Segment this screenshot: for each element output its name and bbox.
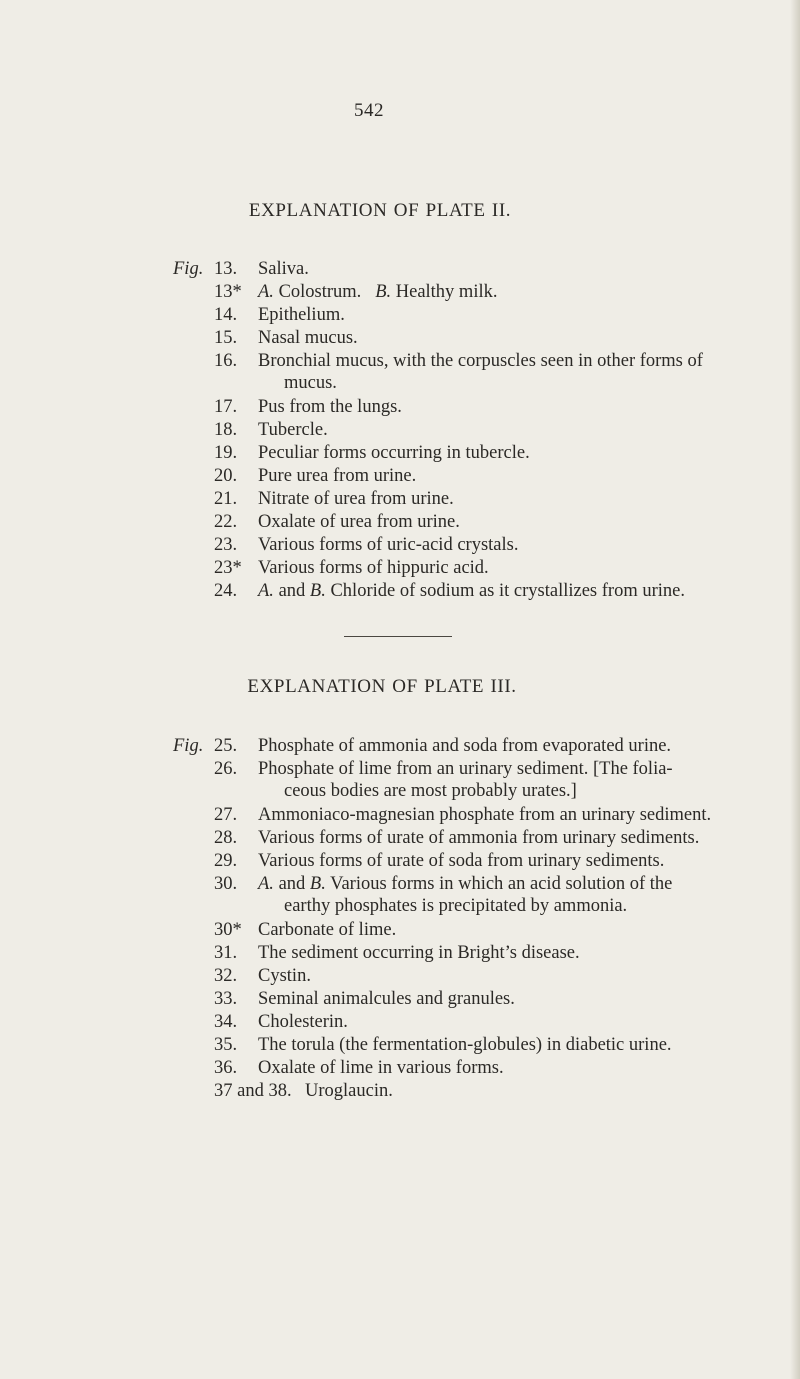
figure-number: 25. (214, 736, 238, 756)
figure-description: Nasal mucus. (258, 328, 358, 348)
figure-description: Saliva. (258, 259, 309, 279)
figure-number: 30. (214, 874, 238, 894)
figure-description: Oxalate of urea from urine. (258, 512, 460, 532)
figure-description: Phosphate of lime from an urinary sediment. [The folia- (258, 759, 673, 779)
figure-number: 28. (214, 828, 238, 848)
figure-description-continuation: ceous bodies are most probably urates.] (284, 781, 577, 801)
figure-description: A. Colostrum. B. Healthy milk. (258, 282, 498, 302)
plate-2-title: EXPLANATION OF PLATE II. (248, 200, 512, 221)
figure-number: 32. (214, 966, 238, 986)
figure-description-continuation: earthy phosphates is precipitated by ammonia. (284, 896, 628, 916)
fig-label: Fig. (173, 259, 204, 279)
figure-number: 17. (214, 397, 238, 417)
figure-description: Various forms of urate of soda from urinary sediments. (258, 851, 665, 871)
page-number: 542 (354, 100, 384, 121)
figure-description: Cystin. (258, 966, 311, 986)
figure-description: Seminal animalcules and granules. (258, 989, 515, 1009)
figure-description: Pus from the lungs. (258, 397, 402, 417)
figure-description: Various forms of urate of ammonia from urinary sediments. (258, 828, 700, 848)
figure-number: 19. (214, 443, 238, 463)
figure-description: Carbonate of lime. (258, 920, 397, 940)
figure-number: 31. (214, 943, 238, 963)
figure-number: 15. (214, 328, 238, 348)
figure-description: A. and B. Various forms in which an acid solution of the (258, 874, 673, 894)
figure-description-continuation: mucus. (284, 373, 337, 393)
figure-description: Bronchial mucus, with the corpuscles seen in other forms of (258, 351, 703, 371)
figure-description: Various forms of uric-acid crystals. (258, 535, 519, 555)
figure-number: 37 and 38. (214, 1081, 292, 1101)
figure-description: Phosphate of ammonia and soda from evaporated urine. (258, 736, 672, 756)
figure-description: Cholesterin. (258, 1012, 348, 1032)
figure-number: 13. (214, 259, 238, 279)
figure-description: The sediment occurring in Bright’s disease. (258, 943, 580, 963)
section-divider (344, 636, 452, 637)
figure-number: 35. (214, 1035, 238, 1055)
figure-number: 23. (214, 535, 238, 555)
figure-description: Ammoniaco-magnesian phosphate from an urinary sediment. (258, 805, 712, 825)
figure-description: Tubercle. (258, 420, 328, 440)
figure-number: 34. (214, 1012, 238, 1032)
figure-number: 24. (214, 581, 238, 601)
figure-number: 26. (214, 759, 238, 779)
figure-number: 18. (214, 420, 238, 440)
figure-number: 20. (214, 466, 238, 486)
plate-3-title: EXPLANATION OF PLATE III. (247, 676, 517, 697)
figure-number: 30* (214, 920, 242, 940)
figure-description: Various forms of hippuric acid. (258, 558, 489, 578)
figure-description: Epithelium. (258, 305, 345, 325)
figure-number: 21. (214, 489, 238, 509)
figure-description: Pure urea from urine. (258, 466, 417, 486)
figure-number: 27. (214, 805, 238, 825)
figure-description: Uroglaucin. (305, 1081, 393, 1101)
figure-number: 23* (214, 558, 242, 578)
figure-number: 16. (214, 351, 238, 371)
figure-description: Nitrate of urea from urine. (258, 489, 454, 509)
figure-number: 14. (214, 305, 238, 325)
figure-number: 36. (214, 1058, 238, 1078)
figure-number: 29. (214, 851, 238, 871)
page-edge (790, 0, 800, 1379)
figure-description: The torula (the fermentation-globules) in diabetic urine. (258, 1035, 672, 1055)
figure-description: Oxalate of lime in various forms. (258, 1058, 504, 1078)
figure-description: Peculiar forms occurring in tubercle. (258, 443, 530, 463)
figure-number: 13* (214, 282, 242, 302)
figure-number: 33. (214, 989, 238, 1009)
fig-label: Fig. (173, 736, 204, 756)
figure-description: A. and B. Chloride of sodium as it crystallizes from urine. (258, 581, 685, 601)
figure-number: 22. (214, 512, 238, 532)
